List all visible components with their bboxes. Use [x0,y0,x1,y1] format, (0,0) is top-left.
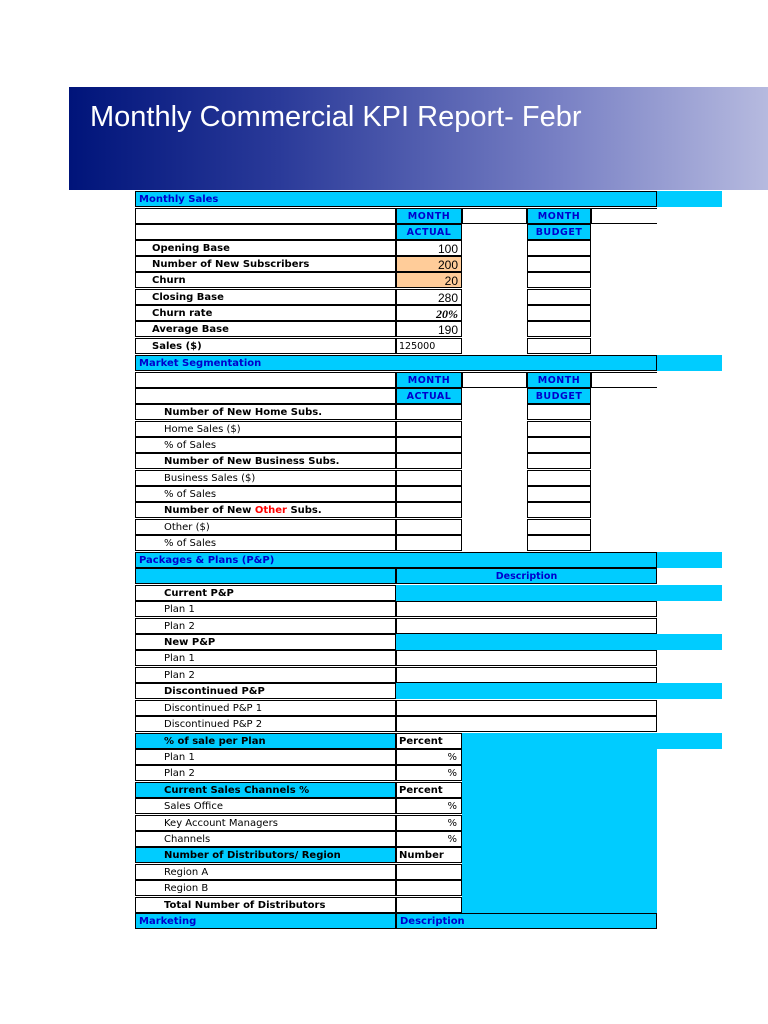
table-row [0,486,768,502]
table-row [0,256,768,272]
table-row [0,733,768,749]
row-label: Closing Base [135,289,396,305]
row-label: % of Sales [135,486,396,502]
budget-cell[interactable] [527,486,591,502]
other-subs-prefix: Number of New [164,505,252,516]
row-label: Plan 1 [135,601,396,617]
budget-cell[interactable] [527,321,591,337]
actual-cell[interactable] [396,519,462,535]
header-month: MONTH [396,372,462,388]
budget-cell[interactable] [527,535,591,551]
subs-suffix: Subs. [290,505,322,516]
table-row [0,272,768,288]
percent-cell[interactable]: % [396,798,462,814]
table-row [0,667,768,683]
budget-cell[interactable] [527,338,591,354]
table-row [0,815,768,831]
table-row [0,765,768,781]
section-title-packages-plans: Packages & Plans (P&P) [135,552,657,568]
row-label: Current P&P [135,585,396,601]
table-row [0,700,768,716]
section-row-marketing [0,913,768,929]
actual-cell[interactable]: 20 [396,272,462,288]
cyan-fill [396,683,722,699]
row-label: New P&P [135,634,396,650]
row-label: Sales ($) [135,338,396,354]
cyan-fill [657,355,722,371]
actual-cell[interactable] [396,421,462,437]
table-row [0,634,768,650]
description-cell[interactable] [396,650,657,666]
row-label: Business Sales ($) [135,470,396,486]
table-row [0,601,768,617]
blank-cell [462,224,527,240]
number-cell[interactable] [396,864,462,880]
row-label: Current Sales Channels % [135,782,396,798]
row-label: Opening Base [135,240,396,256]
actual-cell[interactable] [396,535,462,551]
report-title: Monthly Commercial KPI Report- Febr [90,101,582,133]
table-row [0,404,768,420]
header-row [0,372,768,388]
table-row [0,847,768,863]
percent-header: Percent [396,733,462,749]
table-row [0,782,768,798]
table-row [0,683,768,699]
blank-cell [135,208,396,224]
row-label: Region A [135,864,396,880]
budget-cell[interactable] [527,502,591,518]
table-row [0,650,768,666]
row-label: Number of Distributors/ Region [135,847,396,863]
table-row [0,453,768,469]
actual-cell[interactable] [396,470,462,486]
table-row [0,716,768,732]
table-row [0,749,768,765]
actual-cell[interactable]: 125000 [396,338,462,354]
row-label: % of Sales [135,535,396,551]
budget-cell[interactable] [527,421,591,437]
row-label-other-subs [135,502,396,518]
table-row [0,240,768,256]
description-cell[interactable] [396,601,657,617]
section-row-monthly-sales [0,191,768,207]
section-title-market-segmentation: Market Segmentation [135,355,657,371]
blank-cell [591,372,657,388]
percent-cell[interactable]: % [396,831,462,847]
actual-cell[interactable]: 280 [396,289,462,305]
actual-cell[interactable] [396,437,462,453]
blank-cell [591,208,657,224]
header-description: Description [396,568,657,584]
row-label: % of sale per Plan [135,733,396,749]
row-label: Channels [135,831,396,847]
percent-cell[interactable]: % [396,765,462,781]
row-label: Total Number of Distributors [135,897,396,913]
row-label: % of Sales [135,437,396,453]
actual-cell[interactable]: 200 [396,256,462,272]
table-row [0,502,768,518]
row-label: Plan 1 [135,749,396,765]
header-month: MONTH [396,208,462,224]
budget-cell[interactable] [527,289,591,305]
actual-cell[interactable] [396,404,462,420]
row-label: Discontinued P&P 1 [135,700,396,716]
header-row [0,224,768,240]
row-label: Churn rate [135,305,396,321]
budget-cell[interactable] [527,305,591,321]
row-label: Number of New Home Subs. [135,404,396,420]
row-label: Churn [135,272,396,288]
blank-cell [135,568,396,584]
row-label: Plan 2 [135,765,396,781]
actual-cell[interactable]: 100 [396,240,462,256]
budget-cell[interactable] [527,240,591,256]
blank-cell [135,388,396,404]
row-label: Plan 2 [135,667,396,683]
budget-cell[interactable] [527,437,591,453]
section-row-market-segmentation [0,355,768,371]
actual-cell[interactable] [396,502,462,518]
blank-cell [462,208,527,224]
table-row [0,437,768,453]
number-cell[interactable] [396,880,462,896]
table-row [0,864,768,880]
table-row [0,585,768,601]
percent-header: Percent [396,782,462,798]
table-row [0,535,768,551]
actual-cell[interactable]: 20% [396,305,462,321]
budget-cell[interactable] [527,256,591,272]
blank-cell [135,372,396,388]
marketing-description-header: Description [396,913,657,929]
table-row [0,470,768,486]
header-row [0,388,768,404]
table-row [0,421,768,437]
row-label: Plan 1 [135,650,396,666]
cyan-fill [657,191,722,207]
header-budget: BUDGET [527,224,591,240]
header-actual: ACTUAL [396,388,462,404]
row-label: Number of New Subscribers [135,256,396,272]
percent-cell[interactable]: % [396,815,462,831]
blank-cell [135,224,396,240]
other-word: Other [254,505,287,516]
section-title-monthly-sales: Monthly Sales [135,191,657,207]
header-row [0,568,768,584]
budget-cell[interactable] [527,453,591,469]
actual-cell[interactable] [396,453,462,469]
row-label: Sales Office [135,798,396,814]
budget-cell[interactable] [527,272,591,288]
number-cell[interactable] [396,897,462,913]
actual-cell[interactable]: 190 [396,321,462,337]
actual-cell[interactable] [396,486,462,502]
header-budget: BUDGET [527,388,591,404]
row-label: Region B [135,880,396,896]
row-label: Average Base [135,321,396,337]
section-title-marketing: Marketing [135,913,396,929]
table-row [0,321,768,337]
row-label: Key Account Managers [135,815,396,831]
table-row [0,831,768,847]
percent-cell[interactable]: % [396,749,462,765]
blank-cell [462,372,527,388]
row-label: Other ($) [135,519,396,535]
table-row [0,798,768,814]
description-cell[interactable] [396,716,657,732]
cyan-fill [657,552,722,568]
header-actual: ACTUAL [396,224,462,240]
table-row [0,305,768,321]
section-row-packages-plans [0,552,768,568]
table-row [0,519,768,535]
table-row [0,289,768,305]
row-label: Home Sales ($) [135,421,396,437]
header-month: MONTH [527,208,591,224]
number-header: Number [396,847,462,863]
budget-cell[interactable] [527,519,591,535]
cyan-fill [396,585,722,601]
table-row [0,897,768,913]
table-row [0,618,768,634]
description-cell[interactable] [396,700,657,716]
table-row [0,880,768,896]
budget-cell[interactable] [527,404,591,420]
table-row [0,338,768,354]
row-label: Number of New Business Subs. [135,453,396,469]
description-cell[interactable] [396,618,657,634]
budget-cell[interactable] [527,470,591,486]
row-label: Discontinued P&P 2 [135,716,396,732]
description-cell[interactable] [396,667,657,683]
header-row [0,208,768,224]
row-label: Plan 2 [135,618,396,634]
row-label: Discontinued P&P [135,683,396,699]
header-month: MONTH [527,372,591,388]
cyan-fill [396,634,722,650]
